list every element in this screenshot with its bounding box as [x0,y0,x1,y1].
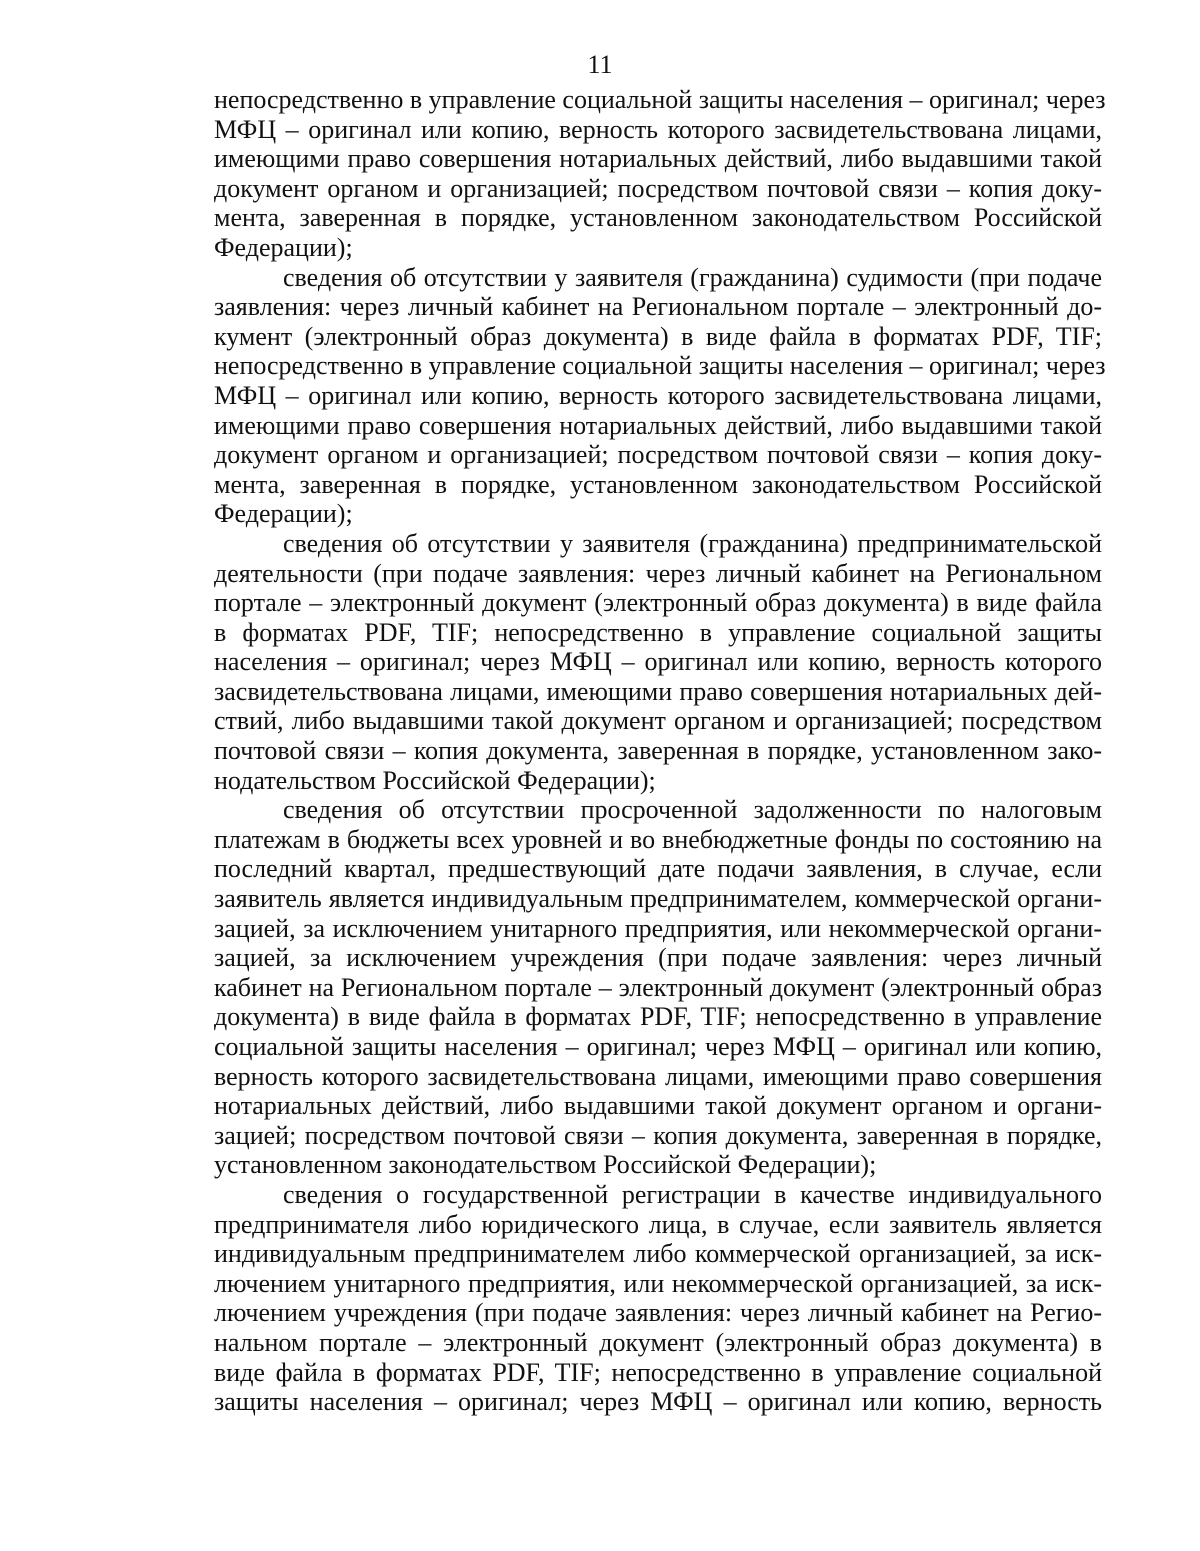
text-line: ствий, либо выдавшими такой документ органом и организацией; посредством [214,706,1102,736]
text-line: имеющими право совершения нотариальных действий, либо выдавшими такой [214,410,1102,440]
text-line: заявления: через личный кабинет на Региональном портале – электронный до- [214,292,1102,322]
text-line: документа) в виде файла в форматах PDF, TIF; непосредственно в управление [214,1002,1102,1032]
text-line: документ органом и организацией; посредством почтовой связи – копия доку- [214,440,1102,470]
page-number: 11 [587,50,613,79]
text-line: нотариальных действий, либо выдавшими такой документ органом и органи- [214,1091,1102,1121]
text-line: зацией, за исключением унитарного предприятия, или некоммерческой органи- [214,913,1102,943]
text-line: сведения о государственной регистрации в качестве индивидуального [283,1179,1102,1209]
text-line: лючением учреждения (при подаче заявления: через личный кабинет на Регио- [214,1298,1102,1328]
text-line: социальной защиты населения – оригинал; через МФЦ – оригинал или копию, [214,1032,1102,1061]
text-line: населения – оригинал; через МФЦ – оригинал или копию, верность которого [214,647,1102,677]
text-line: предпринимателя либо юридического лица, в случае, если заявитель является [214,1209,1102,1239]
paragraph [214,795,1102,1180]
text-line: нодательством Российской Федерации); [214,765,656,795]
text-line: зацией, за исключением учреждения (при подаче заявления: через личный [214,943,1102,973]
text-line: сведения об отсутствии у заявителя (гражданина) предпринимательской [283,528,1102,558]
text-line: индивидуальным предпринимателем либо коммерческой организацией, за иск- [214,1239,1102,1269]
text-line: портале – электронный документ (электронный образ документа) в виде файла [214,588,1102,618]
text-line: имеющими право совершения нотариальных действий, либо выдавшими такой [214,144,1102,174]
paragraph [214,262,1106,529]
paragraph [214,1180,1102,1417]
text-line: зацией; посредством почтовой связи – копия документа, заверенная в порядке, [214,1120,1102,1150]
text-line: лючением унитарного предприятия, или некоммерческой организацией, за иск- [214,1268,1102,1298]
text-line: кумент (электронный образ документа) в виде файла в форматах PDF, TIF; [214,321,1102,351]
text-line: мента, заверенная в порядке, установленном законодательством Российской [214,203,1102,233]
text-line: последний квартал, предшествующий дате подачи заявления, в случае, если [214,854,1102,884]
text-line: документ органом и организацией; посредством почтовой связи – копия доку- [214,173,1102,203]
text-line: платежам в бюджеты всех уровней и во внебюджетные фонды по состоянию на [214,824,1102,854]
text-line: сведения об отсутствии у заявителя (гражданина) судимости (при подаче [283,262,1102,292]
text-line: в форматах PDF, TIF; непосредственно в управление социальной защиты [214,617,1102,647]
text-line: непосредственно в управление социальной защиты населения – оригинал; через [214,85,1106,114]
text-line: кабинет на Региональном портале – электронный документ (электронный образ [214,972,1102,1002]
text-line: непосредственно в управление социальной защиты населения – оригинал; через [214,351,1106,381]
text-line: заявитель является индивидуальным предпринимателем, коммерческой органи- [214,884,1102,914]
paragraph [214,85,1106,263]
text-line: установленном законодательством Российской Федерации); [214,1150,877,1180]
text-line: верность которого засвидетельствована лицами, имеющими право совершения [214,1061,1102,1091]
text-line: МФЦ – оригинал или копию, верность которого засвидетельствована лицами, [214,380,1102,410]
paragraph [214,529,1102,795]
text-line: почтовой связи – копия документа, заверенная в порядке, установленном зако- [214,736,1102,766]
text-line: Федерации); [214,499,353,529]
text-line: засвидетельствована лицами, имеющими право совершения нотариальных дей- [214,676,1102,706]
text-line: сведения об отсутствии просроченной задолженности по налоговым [283,795,1102,825]
text-line: нальном портале – электронный документ (электронный образ документа) в [214,1327,1102,1357]
text-line: деятельности (при подаче заявления: через личный кабинет на Региональном [214,558,1102,588]
text-line: Федерации); [214,232,353,262]
text-line: защиты населения – оригинал; через МФЦ – оригинал или копию, верность [214,1387,1102,1417]
text-line: МФЦ – оригинал или копию, верность которого засвидетельствована лицами, [214,114,1102,144]
text-line: мента, заверенная в порядке, установленном законодательством Российской [214,469,1102,499]
document-body [214,85,1106,1417]
text-line: виде файла в форматах PDF, TIF; непосредственно в управление социальной [214,1357,1102,1387]
